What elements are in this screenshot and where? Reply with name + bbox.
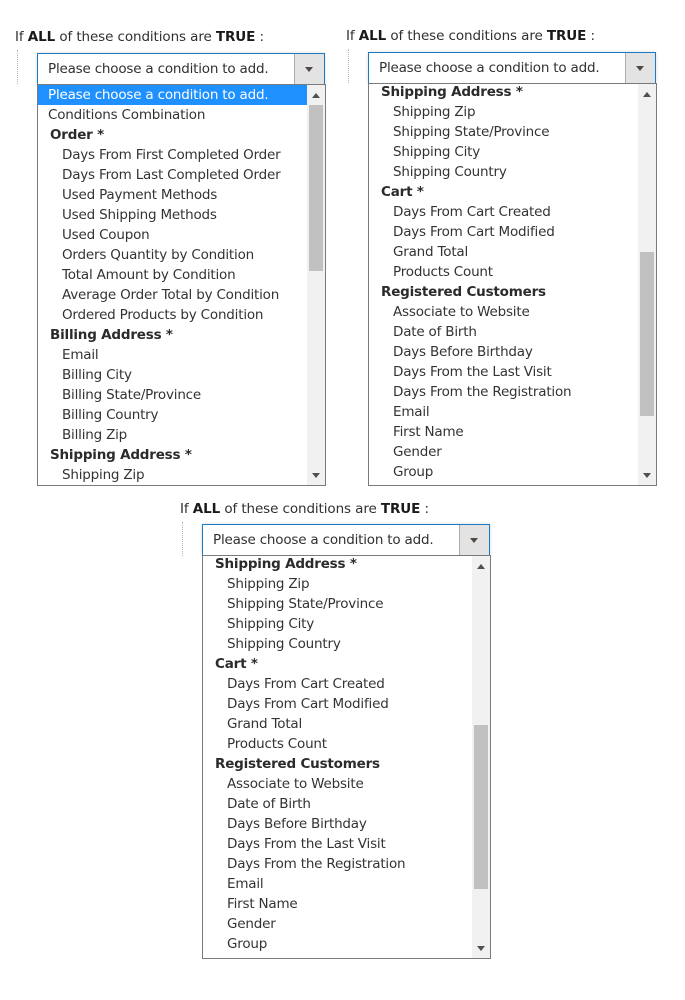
rule-middle: of these conditions are [390,28,543,44]
condition-option[interactable]: Shipping State/Province [227,596,384,612]
rule-middle: of these conditions are [224,501,377,517]
scroll-down-arrow-icon [477,946,485,951]
condition-dropdown-list[interactable] [37,84,326,486]
rule-suffix: : [590,28,595,44]
condition-option[interactable]: Shipping Country [393,164,507,180]
scroll-up-arrow-icon [312,93,320,98]
tree-dotted-line [348,49,349,83]
select-value: Please choose a condition to add. [48,61,269,77]
scroll-down-button[interactable] [307,467,325,485]
condition-option[interactable]: Billing Country [62,407,159,423]
condition-option[interactable]: Conditions Combination [48,107,206,123]
select-toggle-button[interactable] [294,54,324,84]
condition-option[interactable]: Date of Birth [393,324,477,340]
chevron-down-icon [470,538,478,543]
scrollbar[interactable] [638,84,656,485]
condition-option[interactable]: Days From Cart Created [227,676,385,692]
condition-option[interactable]: Orders Quantity by Condition [62,247,254,263]
chevron-down-icon [305,67,313,72]
condition-option[interactable]: Associate to Website [227,776,364,792]
scroll-up-arrow-icon [477,564,485,569]
scrollbar-thumb[interactable] [474,725,488,889]
tree-dotted-line [17,50,18,84]
condition-option[interactable]: Days Before Birthday [393,344,533,360]
tree-dotted-line [182,522,183,556]
scrollbar-thumb[interactable] [309,105,323,271]
option-group-label: Cart * [215,656,258,672]
scroll-down-arrow-icon [312,473,320,478]
option-group-label: Registered Customers [215,756,380,772]
scroll-up-arrow-icon [643,92,651,97]
select-value: Please choose a condition to add. [213,532,434,548]
option-list [38,85,307,485]
option-group-label: Shipping Address * [50,447,192,463]
condition-option[interactable]: Date of Birth [227,796,311,812]
condition-option[interactable]: Shipping Zip [393,104,476,120]
condition-option[interactable]: Billing Zip [62,427,128,443]
condition-option[interactable]: Associate to Website [393,304,530,320]
aggregator-toggle[interactable]: ALL [27,29,56,45]
option-list [369,83,638,482]
option-group-label: Shipping Address * [381,84,523,100]
option-group-label: Billing Address * [50,327,173,343]
scroll-down-button[interactable] [638,467,656,485]
scrollbar[interactable] [472,556,490,958]
condition-option[interactable]: Shipping State/Province [393,124,550,140]
condition-option[interactable]: Gender [393,444,442,460]
option-group-label: Cart * [381,184,424,200]
condition-option[interactable]: Days From Last Completed Order [62,167,281,183]
condition-option[interactable]: Gender [227,916,276,932]
condition-option[interactable]: Please choose a condition to add. [38,85,307,105]
scroll-up-button[interactable] [638,84,656,102]
condition-option[interactable]: First Name [227,896,298,912]
select-value: Please choose a condition to add. [379,60,600,76]
rule-suffix: : [259,29,264,45]
condition-option[interactable]: Billing State/Province [62,387,202,403]
condition-option[interactable]: Used Payment Methods [62,187,218,203]
condition-option[interactable]: Shipping Zip [62,467,145,483]
aggregator-toggle[interactable]: ALL [358,28,387,44]
condition-option[interactable]: Products Count [227,736,327,752]
rule-prefix: If [180,501,189,517]
condition-option[interactable]: Billing City [62,367,132,383]
condition-option[interactable]: Shipping Country [227,636,341,652]
scrollbar[interactable] [307,85,325,485]
scroll-up-button[interactable] [472,556,490,574]
rule-sentence [180,501,429,517]
condition-option[interactable]: Used Shipping Methods [62,207,217,223]
condition-option[interactable]: Email [62,347,99,363]
condition-option[interactable]: Grand Total [393,244,469,260]
condition-option[interactable]: Grand Total [227,716,303,732]
condition-option[interactable]: Days From Cart Created [393,204,551,220]
rule-sentence [15,29,264,45]
condition-dropdown-list[interactable] [368,83,657,486]
condition-dropdown-list[interactable] [202,555,491,959]
condition-option[interactable]: Group [393,464,434,480]
rule-middle: of these conditions are [59,29,212,45]
aggregator-toggle[interactable]: ALL [192,501,221,517]
value-toggle[interactable]: TRUE [546,28,587,44]
condition-option[interactable]: Total Amount by Condition [62,267,236,283]
condition-option[interactable]: Group [227,936,268,952]
condition-option[interactable]: Days From the Registration [393,384,572,400]
chevron-down-icon [636,66,644,71]
option-list [203,555,472,954]
condition-option[interactable]: Email [227,876,264,892]
select-toggle-button[interactable] [459,525,489,555]
condition-option[interactable]: Days From the Last Visit [227,836,386,852]
condition-option[interactable]: Ordered Products by Condition [62,307,264,323]
new-condition-select[interactable] [37,53,325,85]
condition-option[interactable]: Shipping City [227,616,315,632]
option-group-label: Shipping Address * [215,556,357,572]
rule-prefix: If [346,28,355,44]
condition-option[interactable]: Days From Cart Modified [393,224,555,240]
condition-option[interactable]: Days Before Birthday [227,816,367,832]
condition-option[interactable]: Days From First Completed Order [62,147,281,163]
new-condition-select[interactable] [202,524,490,556]
value-toggle[interactable]: TRUE [380,501,421,517]
scroll-down-arrow-icon [643,473,651,478]
condition-option[interactable]: Shipping Zip [227,576,310,592]
condition-option[interactable]: Email [393,404,430,420]
condition-option[interactable]: Days From the Registration [227,856,406,872]
rule-prefix: If [15,29,24,45]
rule-sentence [346,28,595,44]
scroll-up-button[interactable] [307,85,325,103]
option-group-label: Registered Customers [381,284,546,300]
condition-option[interactable]: Products Count [393,264,493,280]
rule-suffix: : [424,501,429,517]
scroll-down-button[interactable] [472,940,490,958]
scrollbar-thumb[interactable] [640,252,654,416]
condition-option[interactable]: Days From Cart Modified [227,696,389,712]
condition-option[interactable]: First Name [393,424,464,440]
select-toggle-button[interactable] [625,53,655,83]
value-toggle[interactable]: TRUE [215,29,256,45]
condition-option[interactable]: Average Order Total by Condition [62,287,280,303]
condition-option[interactable]: Days From the Last Visit [393,364,552,380]
condition-option[interactable]: Used Coupon [62,227,150,243]
condition-option[interactable]: Shipping City [393,144,481,160]
new-condition-select[interactable] [368,52,656,84]
option-group-label: Order * [50,127,104,143]
